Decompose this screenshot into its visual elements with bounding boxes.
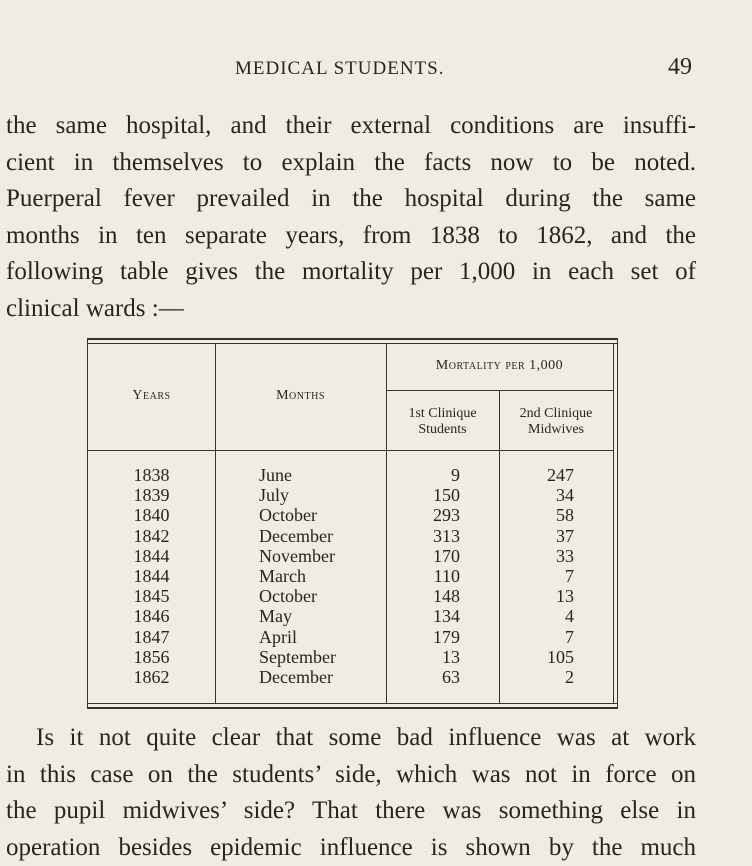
- cell-year: 1842: [88, 526, 215, 546]
- cell-month: July: [259, 485, 289, 505]
- text-line: the pupil midwives’ side? That there was something else in: [6, 793, 696, 830]
- header-mortality: Mortality per 1,000: [386, 358, 613, 374]
- table-rule: [88, 703, 617, 704]
- paragraph-conclusion: [6, 720, 696, 866]
- cell-year: 1856: [88, 647, 215, 667]
- text-line: months in ten separate years, from 1838 to 1862, and the: [6, 218, 696, 255]
- header-years: Years: [88, 388, 215, 404]
- cell-month: October: [259, 505, 317, 525]
- cell-students: 313: [388, 526, 460, 546]
- cell-year: 1844: [88, 546, 215, 566]
- cell-month: April: [259, 627, 297, 647]
- text-line: cient in themselves to explain the facts now to be noted.: [6, 145, 696, 182]
- header-line: 2nd Clinique: [499, 406, 613, 422]
- page-number: 49: [668, 54, 692, 81]
- cell-students: 63: [388, 667, 460, 687]
- header-line: 1st Clinique: [386, 406, 499, 422]
- cell-year: 1862: [88, 667, 215, 687]
- cell-month: September: [259, 647, 336, 667]
- cell-month: October: [259, 586, 317, 606]
- cell-year: 1840: [88, 505, 215, 525]
- cell-midwives: 105: [500, 647, 574, 667]
- cell-month: March: [259, 566, 306, 586]
- cell-year: 1845: [88, 586, 215, 606]
- cell-students: 150: [388, 485, 460, 505]
- cell-students: 179: [388, 627, 460, 647]
- cell-students: 110: [388, 566, 460, 586]
- cell-midwives: 37: [500, 526, 574, 546]
- cell-midwives: 7: [500, 566, 574, 586]
- cell-year: 1847: [88, 627, 215, 647]
- running-title: MEDICAL STUDENTS.: [235, 58, 444, 80]
- cell-month: December: [259, 526, 333, 546]
- table-row: [88, 627, 617, 647]
- cell-month: June: [259, 465, 292, 485]
- cell-midwives: 4: [500, 606, 574, 626]
- cell-students: 13: [388, 647, 460, 667]
- table-row: [88, 667, 617, 687]
- text-line: clinical wards :—: [6, 291, 696, 328]
- cell-year: 1839: [88, 485, 215, 505]
- cell-midwives: 13: [500, 586, 574, 606]
- header-rule: [88, 450, 614, 451]
- text-line: in this case on the students’ side, which was not in force on: [6, 757, 696, 794]
- cell-month: November: [259, 546, 335, 566]
- table-row: [88, 485, 617, 505]
- text-line: Is it not quite clear that some bad influence was at work: [6, 720, 696, 757]
- mortality-table: [87, 338, 618, 709]
- cell-students: 148: [388, 586, 460, 606]
- cell-year: 1844: [88, 566, 215, 586]
- header-line: Midwives: [499, 422, 613, 438]
- header-months: Months: [215, 388, 386, 404]
- text-line: following table gives the mortality per 1,000 in each set of: [6, 254, 696, 291]
- table-row: [88, 465, 617, 485]
- cell-midwives: 2: [500, 667, 574, 687]
- cell-midwives: 7: [500, 627, 574, 647]
- cell-midwives: 247: [500, 465, 574, 485]
- header-students: [386, 406, 499, 438]
- table-row: [88, 647, 617, 667]
- cell-midwives: 58: [500, 505, 574, 525]
- cell-year: 1846: [88, 606, 215, 626]
- cell-midwives: 34: [500, 485, 574, 505]
- table-row: [88, 546, 617, 566]
- cell-month: May: [259, 606, 292, 626]
- cell-students: 170: [388, 546, 460, 566]
- table-row: [88, 526, 617, 546]
- text-line: operation besides epidemic influence is shown by the much: [6, 830, 696, 866]
- paragraph-intro: [6, 108, 696, 327]
- table-row: [88, 586, 617, 606]
- cell-year: 1838: [88, 465, 215, 485]
- cell-students: 134: [388, 606, 460, 626]
- cell-month: December: [259, 667, 333, 687]
- cell-midwives: 33: [500, 546, 574, 566]
- running-head: [0, 58, 752, 88]
- text-line: the same hospital, and their external conditions are insuffi-: [6, 108, 696, 145]
- text-line: Puerperal fever prevailed in the hospital during the same: [6, 181, 696, 218]
- table-row: [88, 606, 617, 626]
- header-line: Students: [386, 422, 499, 438]
- header-midwives: [499, 406, 613, 438]
- table-rule: [88, 343, 617, 344]
- cell-students: 293: [388, 505, 460, 525]
- table-row: [88, 566, 617, 586]
- table-row: [88, 505, 617, 525]
- header-rule: [386, 390, 614, 391]
- cell-students: 9: [388, 465, 460, 485]
